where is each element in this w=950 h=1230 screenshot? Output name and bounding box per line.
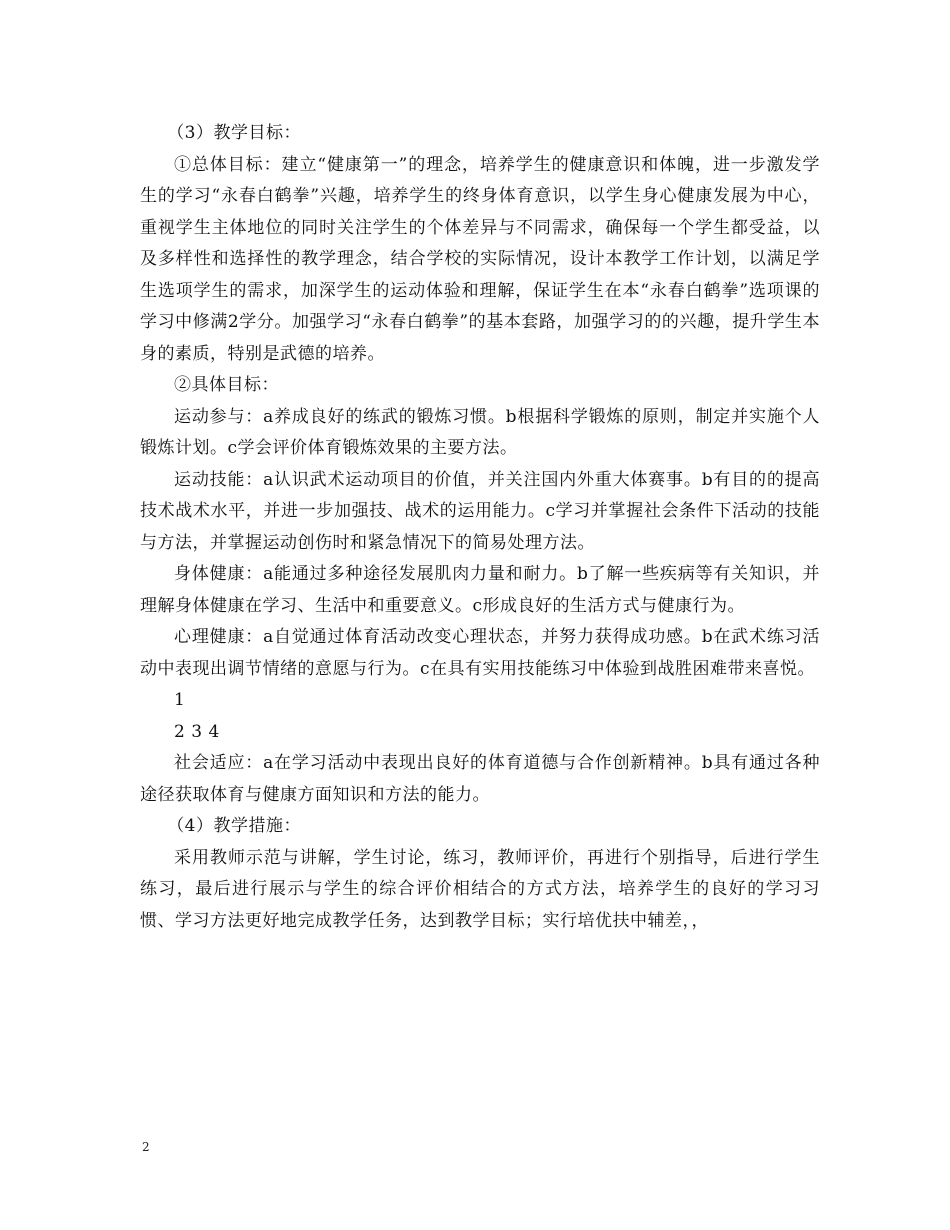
- paragraph-sports-skills: 运动技能：a认识武术运动项目的价值，并关注国内外重大体赛事。b有目的的提高技术战术水平，并进一步加强技、战术的运用能力。c学习并掌握社会条件下活动的技能与方法，并掌握运动创伤时和紧急情况下的简易处理方法。: [140, 469, 820, 553]
- paragraph-social-adaptation: 社会适应：a在学习活动中表现出良好的体育道德与合作创新精神。b具有通过各种途径获取体育与健康方面知识和方法的能力。: [140, 753, 820, 805]
- page-body: [140, 118, 820, 937]
- page-number: 2: [142, 1140, 150, 1154]
- paragraph-overall-goal: ①总体目标：建立“健康第一”的理念，培养学生的健康意识和体魄，进一步激发学生的学习“永春白鹤拳”兴趣，培养学生的终身体育意识，以学生身心健康发展为中心，重视学生主体地位的同时关注学生的个体差异与不同需求，确保每一个学生都受益，以及多样性和选择性的教学理念，结合学校的实际情况，设计本教学工作计划，以满足学生选项学生的需求，加深学生的运动体验和理解，保证学生在本“永春白鹤拳”选项课的学习中修满2学分。加强学习“永春白鹤拳”的基本套路，加强学习的的兴趣，提升学生本身的素质，特别是武德的培养。: [140, 154, 820, 364]
- stray-numbers-2-3-4: 2 3 4: [174, 721, 220, 742]
- section-heading-teaching-measures: （4）教学措施：: [167, 816, 302, 836]
- paragraph-teaching-measures: 采用教师示范与讲解，学生讨论，练习，教师评价，再进行个别指导，后进行学生练习，最后进行展示与学生的综合评价相结合的方式方法，培养学生的良好的学习习惯、学习方法更好地完成教学任务，达到教学目标；实行培优扶中辅差，，: [140, 847, 820, 931]
- paragraph-mental-health: 心理健康：a自觉通过体育活动改变心理状态，并努力获得成功感。b在武术练习活动中表现出调节情绪的意愿与行为。c在具有实用技能练习中体验到战胜困难带来喜悦。: [140, 627, 820, 679]
- section-heading-teaching-goals: （3）教学目标：: [167, 123, 302, 143]
- stray-number-1: 1: [174, 690, 186, 710]
- subheading-specific-goals: ②具体目标：: [174, 375, 279, 395]
- paragraph-physical-health: 身体健康：a能通过多种途径发展肌肉力量和耐力。b了解一些疾病等有关知识，并理解身体健康在学习、生活中和重要意义。c形成良好的生活方式与健康行为。: [140, 564, 820, 616]
- paragraph-sports-participation: 运动参与：a养成良好的练武的锻炼习惯。b根据科学锻炼的原则，制定并实施个人锻炼计划。c学会评价体育锻炼效果的主要方法。: [140, 406, 820, 458]
